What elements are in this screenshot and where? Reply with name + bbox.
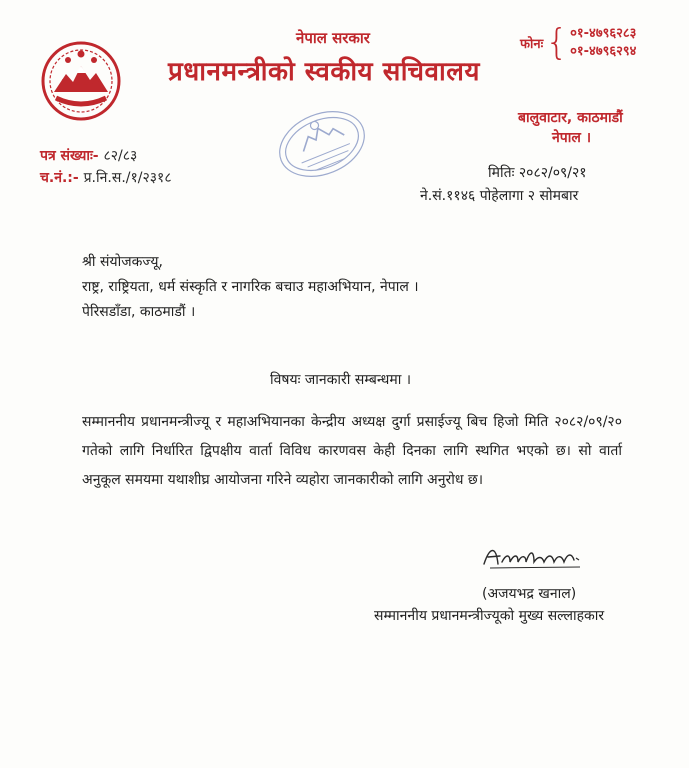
letter-body: सम्माननीय प्रधानमन्त्रीज्यू र महाअभियानका केन्द्रीय अध्यक्ष दुर्गा प्रसाईज्यू बिच हिजो मिति २०८२/०९/२० गतेको लागि निर्धारित द्विपक्षीय वार्ता विविध कारणवस केही दिनका लागि स्थगित भएको छ। सो वार्ता अनुकूल समयमा यथाशीघ्र आयोजना गरिने व्यहोरा जानकारीको लागि अनुरोध छ। bbox=[82, 414, 622, 488]
reference-label: पत्र संख्याः- bbox=[40, 148, 99, 164]
recipient-block bbox=[82, 250, 419, 325]
nepal-sambat-date: ने.सं.११४६ पोहेलागा २ सोमबार bbox=[420, 188, 579, 204]
address-line-1: बालुवाटार, काठमाडौं bbox=[518, 110, 623, 126]
government-name: नेपाल सरकार bbox=[296, 29, 370, 47]
phone-label: फोनः bbox=[520, 37, 544, 52]
office-name: प्रधानमन्त्रीको स्वकीय सचिवालय bbox=[168, 57, 480, 87]
nepal-emblem-icon bbox=[40, 40, 122, 122]
phone-numbers bbox=[570, 25, 636, 61]
phone-block bbox=[520, 22, 637, 63]
dispatch-value: प्र.नि.स./१/२३१८ bbox=[83, 170, 172, 186]
dispatch-label: च.नं.:- bbox=[40, 170, 79, 186]
recipient-line-3: पेरिसडाँडा, काठमाडौं । bbox=[82, 304, 196, 320]
office-seal-icon bbox=[272, 104, 372, 184]
dispatch-number bbox=[40, 168, 172, 187]
phone-number-2: ०१-४७९६२९४ bbox=[570, 44, 637, 59]
recipient-line-1: श्री संयोजकज्यू, bbox=[82, 254, 163, 270]
phone-brace: { bbox=[545, 22, 569, 63]
subject-line: विषयः जानकारी सम्बन्धमा । bbox=[270, 372, 412, 388]
reference-number bbox=[40, 146, 137, 165]
signer-title: सम्माननीय प्रधानमन्त्रीज्यूको मुख्य सल्लाहकार bbox=[374, 608, 605, 624]
phone-number-1: ०१-४७९६२८३ bbox=[570, 26, 637, 41]
reference-value: ८२/८३ bbox=[103, 148, 138, 164]
signer-name: (अजयभद्र खनाल) bbox=[482, 586, 577, 602]
address-line-2: नेपाल । bbox=[552, 130, 592, 146]
recipient-line-2: राष्ट्र, राष्ट्रियता, धर्म संस्कृति र नागरिक बचाउ महाअभियान, नेपाल । bbox=[82, 279, 419, 295]
handwritten-signature bbox=[480, 540, 590, 574]
date-line: मितिः २०८२/०९/२१ bbox=[488, 165, 587, 181]
